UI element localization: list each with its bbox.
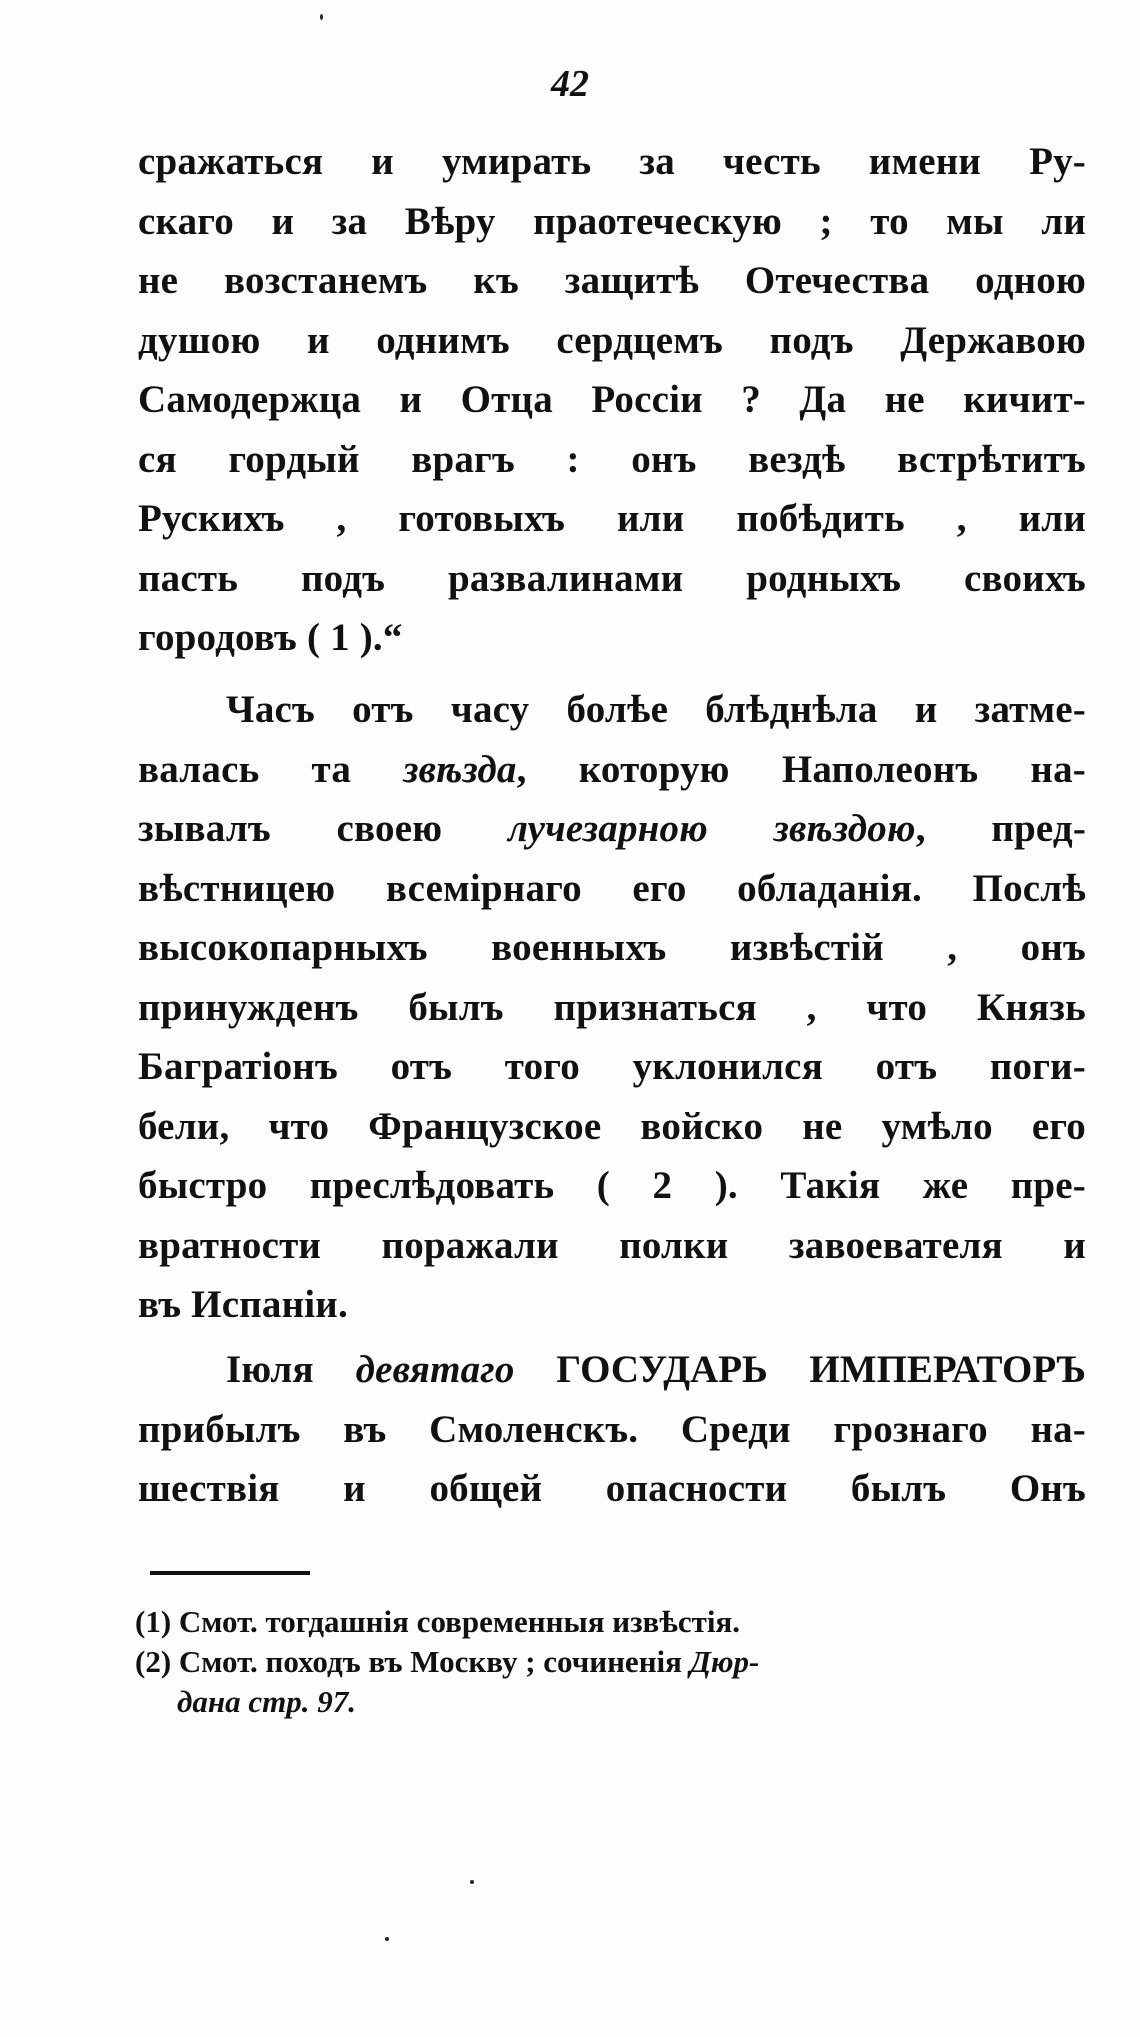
text-line: шествія и общей опасности былъ Онъ xyxy=(138,1467,1086,1510)
text-line: пасть подъ развалинами родныхъ своихъ xyxy=(138,556,1086,600)
text-line: въ Испаніи. xyxy=(138,1283,348,1326)
print-speck xyxy=(320,14,323,20)
text-line: вратности поражали полки завоевателя и xyxy=(138,1223,1086,1267)
italic-emphasis: лучезарною звѣздою xyxy=(507,807,916,850)
italic-emphasis: звѣзда xyxy=(403,747,517,791)
text-line: городовъ ( 1 ).“ xyxy=(138,616,403,659)
text-line: скаго и за Вѣру праотеческую ; то мы ли xyxy=(138,199,1086,243)
text-line: принужденъ былъ признаться , что Князь xyxy=(138,985,1086,1029)
text-line: вѣстницею всемірнаго его обладанія. Послѣ xyxy=(138,866,1086,910)
text-line: не возстанемъ къ защитѣ Отечества одною xyxy=(138,259,1086,302)
text-line: быстро преслѣдовать ( 2 ). Такія же пре- xyxy=(138,1164,1086,1207)
text-line: сражаться и умирать за честь имени Ру- xyxy=(138,140,1086,183)
text-segment: , которую Наполеонъ на- xyxy=(516,747,1086,791)
text-line: ся гордый врагъ : онъ вездѣ встрѣтитъ xyxy=(138,437,1086,481)
footnote-divider xyxy=(150,1571,310,1575)
text-line: душою и однимъ сердцемъ подъ Державою xyxy=(138,318,1086,362)
italic-emphasis: девятаго xyxy=(355,1348,515,1391)
text-line: Самодержца и Отца Россіи ? Да не кичит- xyxy=(138,378,1086,421)
page-number: 42 xyxy=(551,63,589,105)
text-segment: валась та xyxy=(138,747,404,791)
footnote-2 xyxy=(135,1642,1085,1682)
footnote-2-continuation: дана стр. 97. xyxy=(177,1684,356,1719)
footnotes xyxy=(135,1602,1085,1722)
print-speck xyxy=(470,1880,474,1884)
text-line: Часъ отъ часу болѣе блѣднѣла и затме- xyxy=(226,688,1086,731)
paragraph-1 xyxy=(138,132,1086,668)
text-line: прибылъ въ Смоленскъ. Среди грознаго на- xyxy=(138,1407,1086,1451)
text-segment: ГОСУДАРЬ ИМПЕРАТОРЪ xyxy=(514,1348,1086,1391)
footnote-1: (1) Смот. тогдашнія современныя извѣстія. xyxy=(135,1604,741,1639)
text-line: Рускихъ , готовыхъ или побѣдить , или xyxy=(138,497,1086,540)
text-line: Багратіонъ отъ того уклонился отъ поги- xyxy=(138,1045,1086,1088)
text-segment: зывалъ своею xyxy=(138,807,508,850)
paragraph-3 xyxy=(138,1340,1086,1519)
text-line: высокопарныхъ военныхъ извѣстій , онъ xyxy=(138,926,1086,969)
text-line xyxy=(138,1340,1086,1400)
text-line: бели, что Французское войско не умѣло его xyxy=(138,1104,1086,1148)
text-line xyxy=(138,799,1086,859)
text-segment: (2) Смот. походъ въ Москву ; сочиненія xyxy=(135,1644,690,1679)
print-speck xyxy=(385,1937,389,1941)
text-line xyxy=(138,740,1086,800)
italic-emphasis: Дюр- xyxy=(689,1644,760,1679)
text-segment: , пред- xyxy=(915,807,1087,850)
text-segment: Іюля xyxy=(226,1348,356,1391)
paragraph-2 xyxy=(138,680,1086,1335)
